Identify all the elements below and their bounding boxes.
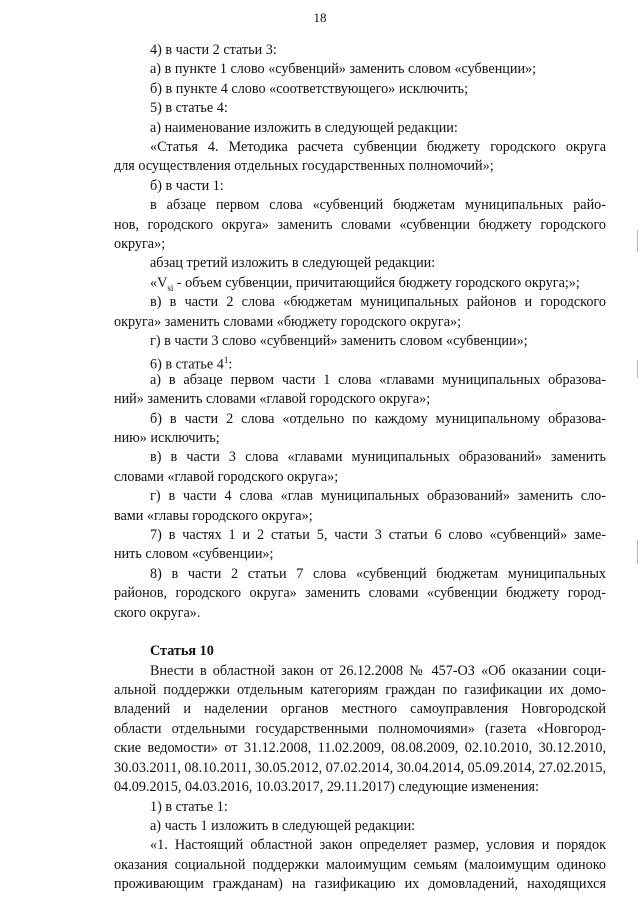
document-body [114,41,606,895]
text-line: «Статья 4. Методика расчета субвенции бюджету городского округа [150,138,606,155]
text-line: б) в части 1: [150,177,224,194]
scan-margin-mark [637,360,638,378]
text-line: нию» исключить; [114,429,220,446]
text-line: б) в пункте 4 слово «соответствующего» исключить; [150,80,469,97]
text-line: оказания социальной поддержки малоимущим семьям (малоимущим одиноко [114,856,606,873]
text-line: а) в абзаце первом части 1 слова «главами муниципальных образова- [150,371,606,388]
text-line: округа»; [114,235,166,252]
text-line: 4) в части 2 статьи 3: [150,42,277,58]
subscript: si [167,282,174,293]
text-line: ского округа». [114,604,201,621]
text-line: б) в части 2 слова «отдельно по каждому муниципальному образова- [150,410,606,427]
text-fragment: : [228,357,233,374]
text-line: Внести в областной закон от 26.12.2008 № 457-ОЗ «Об оказании соци- [150,662,606,679]
text-fragment: - объем субвенции, причитающийся бюджету городского округа;»; [173,274,580,291]
text-line: области отдельными государственными полномочиями» (газета «Новгород- [114,720,606,737]
text-line: 04.09.2015, 04.03.2016, 10.03.2017, 29.11.2017) следующие изменения: [114,779,539,796]
text-line: для осуществления отдельных государственных полномочий»; [114,158,494,175]
text-line [114,274,606,293]
text-fragment: «V [150,274,168,291]
text-fragment: 6) в статье 4 [150,357,224,374]
text-line: районов, городского округа» заменить словами «субвенции бюджету город- [114,585,606,602]
text-line: г) в части 3 слово «субвенций» заменить словом «субвенции»; [150,332,528,349]
text-line: владений и наделении органов местного самоуправления Новгородской [114,701,606,718]
text-line: в) в части 2 слова «бюджетам муниципальных районов и городского [150,294,606,311]
text-line [114,351,606,374]
text-line: 30.03.2011, 08.10.2011, 30.05.2012, 07.02.2014, 30.04.2014, 05.09.2014, 27.02.2015, [114,759,606,776]
scan-margin-mark [637,230,638,252]
text-line: словами «главой городского округа»; [114,468,339,485]
text-line: 8) в части 2 статьи 7 слова «субвенций бюджетам муниципальных [150,565,606,582]
scan-margin-mark [637,540,638,564]
page-number: 18 [313,10,327,25]
text-line: альной поддержки отдельным категориям граждан по газификации их домо- [114,682,606,699]
superscript: 1 [223,355,229,366]
text-line: а) наименование изложить в следующей редакции: [150,119,458,136]
text-line: «1. Настоящий областной закон определяет размер, условия и порядок [150,837,606,854]
text-line: 7) в частях 1 и 2 статьи 5, части 3 статьи 6 слово «субвенций» заме- [150,526,606,543]
text-line: вами «главы городского округа»; [114,507,313,524]
text-line: проживающим гражданам) на газификацию их домовладений, находящихся [114,876,606,893]
text-line: ний» заменить словами «главой городского округа»; [114,391,431,408]
text-line: 1) в статье 1: [150,798,228,815]
text-line: абзац третий изложить в следующей редакции: [150,255,436,272]
text-line: а) в пункте 1 слово «субвенций» заменить словом «субвенции»; [150,61,537,78]
article-heading: Статья 10 [150,643,214,660]
text-line: а) часть 1 изложить в следующей редакции: [150,817,416,834]
text-line: ские ведомости» от 31.12.2008, 11.02.2009, 08.08.2009, 02.10.2010, 30.12.2010, [114,740,606,757]
text-line: 5) в статье 4: [150,100,228,117]
text-line: нов, городского округа» заменить словами «субвенции бюджету городского [114,216,606,233]
text-line: нить словом «субвенции»; [114,546,274,563]
paragraph-gap [114,623,606,642]
text-line: в) в части 3 слова «главами муниципальных образований» заменить [150,449,606,466]
text-line: г) в части 4 слова «глав муниципальных образований» заменить сло- [150,488,606,505]
text-line: в абзаце первом слова «субвенций бюджетам муниципальных райо- [150,197,606,214]
text-line: округа» заменить словами «бюджету городского округа»; [114,313,462,330]
